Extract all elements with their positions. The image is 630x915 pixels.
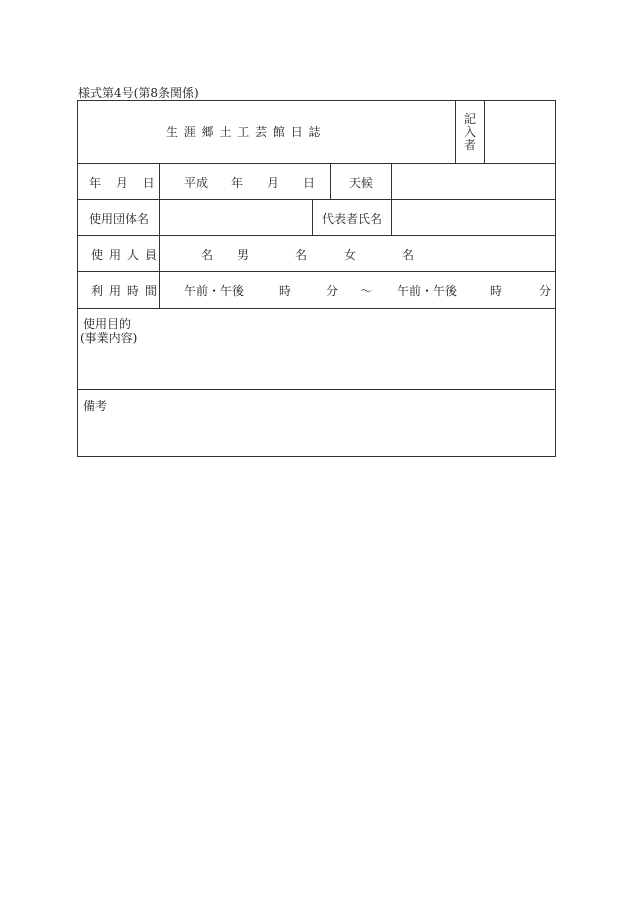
row-divider	[77, 235, 556, 236]
purpose-sublabel: (事業内容)	[80, 331, 138, 345]
representative-field[interactable]	[392, 200, 555, 235]
remarks-field[interactable]	[78, 414, 555, 456]
group-name-field[interactable]	[160, 200, 312, 235]
female-unit: 名	[402, 248, 415, 262]
female-label: 女	[344, 248, 357, 262]
remarks-label: 備考	[83, 399, 108, 413]
row-divider	[77, 271, 556, 272]
purpose-label: 使用目的	[83, 317, 132, 331]
col-divider	[455, 100, 456, 164]
day-unit: 日	[303, 176, 316, 190]
weather-field[interactable]	[392, 164, 555, 199]
end-hour-unit: 時	[490, 284, 503, 298]
era-text: 平成	[184, 176, 209, 190]
row-divider	[77, 308, 556, 309]
recorder-field[interactable]	[485, 101, 555, 163]
form-number-label: 様式第4号(第8条関係)	[78, 86, 199, 100]
start-ampm: 午前・午後	[184, 284, 245, 298]
date-label: 年 月 日	[89, 176, 155, 190]
form-title: 生 涯 郷 土 工 芸 館 日 誌	[166, 125, 321, 139]
year-unit: 年	[231, 176, 244, 190]
tilde: ～	[360, 284, 373, 298]
start-minute-unit: 分	[326, 284, 339, 298]
group-name-label: 使用団体名	[89, 212, 150, 226]
total-unit: 名	[201, 248, 214, 262]
recorder-label: 記 入 者	[463, 112, 476, 152]
representative-label: 代表者氏名	[322, 212, 383, 226]
col-divider	[312, 199, 313, 236]
male-label: 男	[237, 248, 250, 262]
end-ampm: 午前・午後	[397, 284, 458, 298]
start-hour-unit: 時	[279, 284, 292, 298]
end-minute-unit: 分	[539, 284, 552, 298]
male-unit: 名	[295, 248, 308, 262]
usage-time-label: 利用時間	[91, 284, 164, 298]
people-count-label: 使用人員	[91, 248, 164, 262]
purpose-field[interactable]	[78, 346, 555, 388]
col-divider	[330, 163, 331, 200]
month-unit: 月	[267, 176, 280, 190]
row-divider	[77, 389, 556, 390]
weather-label: 天候	[349, 176, 374, 190]
date-field[interactable]	[160, 164, 330, 199]
